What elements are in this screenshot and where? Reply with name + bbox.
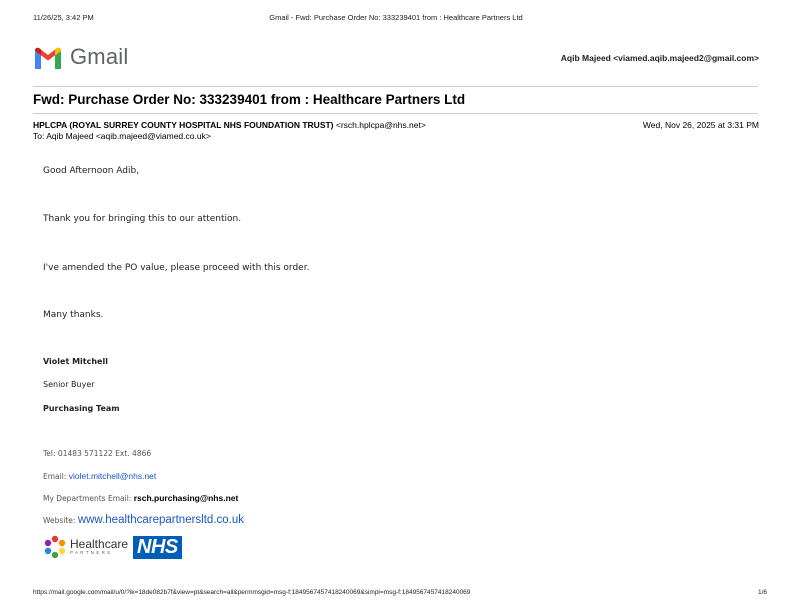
email-subject: Fwd: Purchase Order No: 333239401 from : Healthcare Partners Ltd (33, 92, 466, 107)
body-closing: Many thanks. (43, 310, 104, 320)
recipient-line: To: Aqib Majeed <aqib.majeed@viamed.co.uk> (33, 131, 211, 141)
divider (33, 113, 758, 114)
brand-name: Healthcare (70, 537, 129, 552)
sender-line (33, 120, 426, 130)
sender-email: <rsch.hplcpa@nhs.net> (335, 120, 426, 130)
signature-name: Violet Mitchell (43, 357, 108, 366)
body-line-2: I've amended the PO value, please proceed with this order. (43, 263, 310, 273)
dept-email-label: My Departments Email: (43, 494, 134, 503)
account-info: Aqib Majeed <viamed.aqib.majeed2@gmail.com> (560, 53, 759, 63)
website-label: Website: (43, 516, 78, 525)
page-number: 1/6 (757, 589, 767, 596)
gmail-logo (33, 43, 128, 71)
brand-sub: PARTNERS (70, 550, 113, 556)
signature-email-line (43, 471, 156, 481)
body-greeting: Good Afternoon Adib, (43, 166, 140, 176)
email-date: Wed, Nov 26, 2025 at 3:31 PM (642, 120, 759, 130)
email-label: Email: (43, 472, 69, 481)
gmail-wordmark: Gmail (70, 44, 129, 69)
gmail-m-icon (33, 46, 63, 69)
healthcare-partners-logo-icon (43, 535, 67, 559)
body-line-1: Thank you for bringing this to our attention. (43, 214, 242, 224)
dept-email-link[interactable]: rsch.purchasing@nhs.net (133, 493, 239, 503)
signature-role: Senior Buyer (43, 380, 95, 389)
signature-tel: Tel: 01483 571122 Ext. 4866 (43, 449, 152, 458)
signature-team: Purchasing Team (43, 404, 120, 413)
signature-email-link[interactable]: violet.mitchell@nhs.net (68, 471, 157, 481)
print-title: Gmail - Fwd: Purchase Order No: 333239401 from : Healthcare Partners Ltd (269, 13, 523, 22)
website-link[interactable]: www.healthcarepartnersltd.co.uk (77, 514, 245, 526)
brand-logos (43, 535, 182, 559)
print-datetime: 11/26/25, 3:42 PM (33, 13, 94, 22)
divider (33, 86, 758, 87)
healthcare-partners-text (70, 538, 128, 556)
signature-website-line (43, 514, 244, 526)
nhs-logo: NHS (133, 536, 182, 559)
sender-name: HPLCPA (ROYAL SURREY COUNTY HOSPITAL NHS FOUNDATION TRUST) (33, 120, 334, 130)
print-url: https://mail.google.com/mail/u/0/?ik=18de082b7f&view=pt&search=all&permmsgid=msg-f:1849567457418240069&simpl=msg-f:1849567457418240069 (33, 589, 471, 596)
signature-dept-line (43, 493, 238, 503)
